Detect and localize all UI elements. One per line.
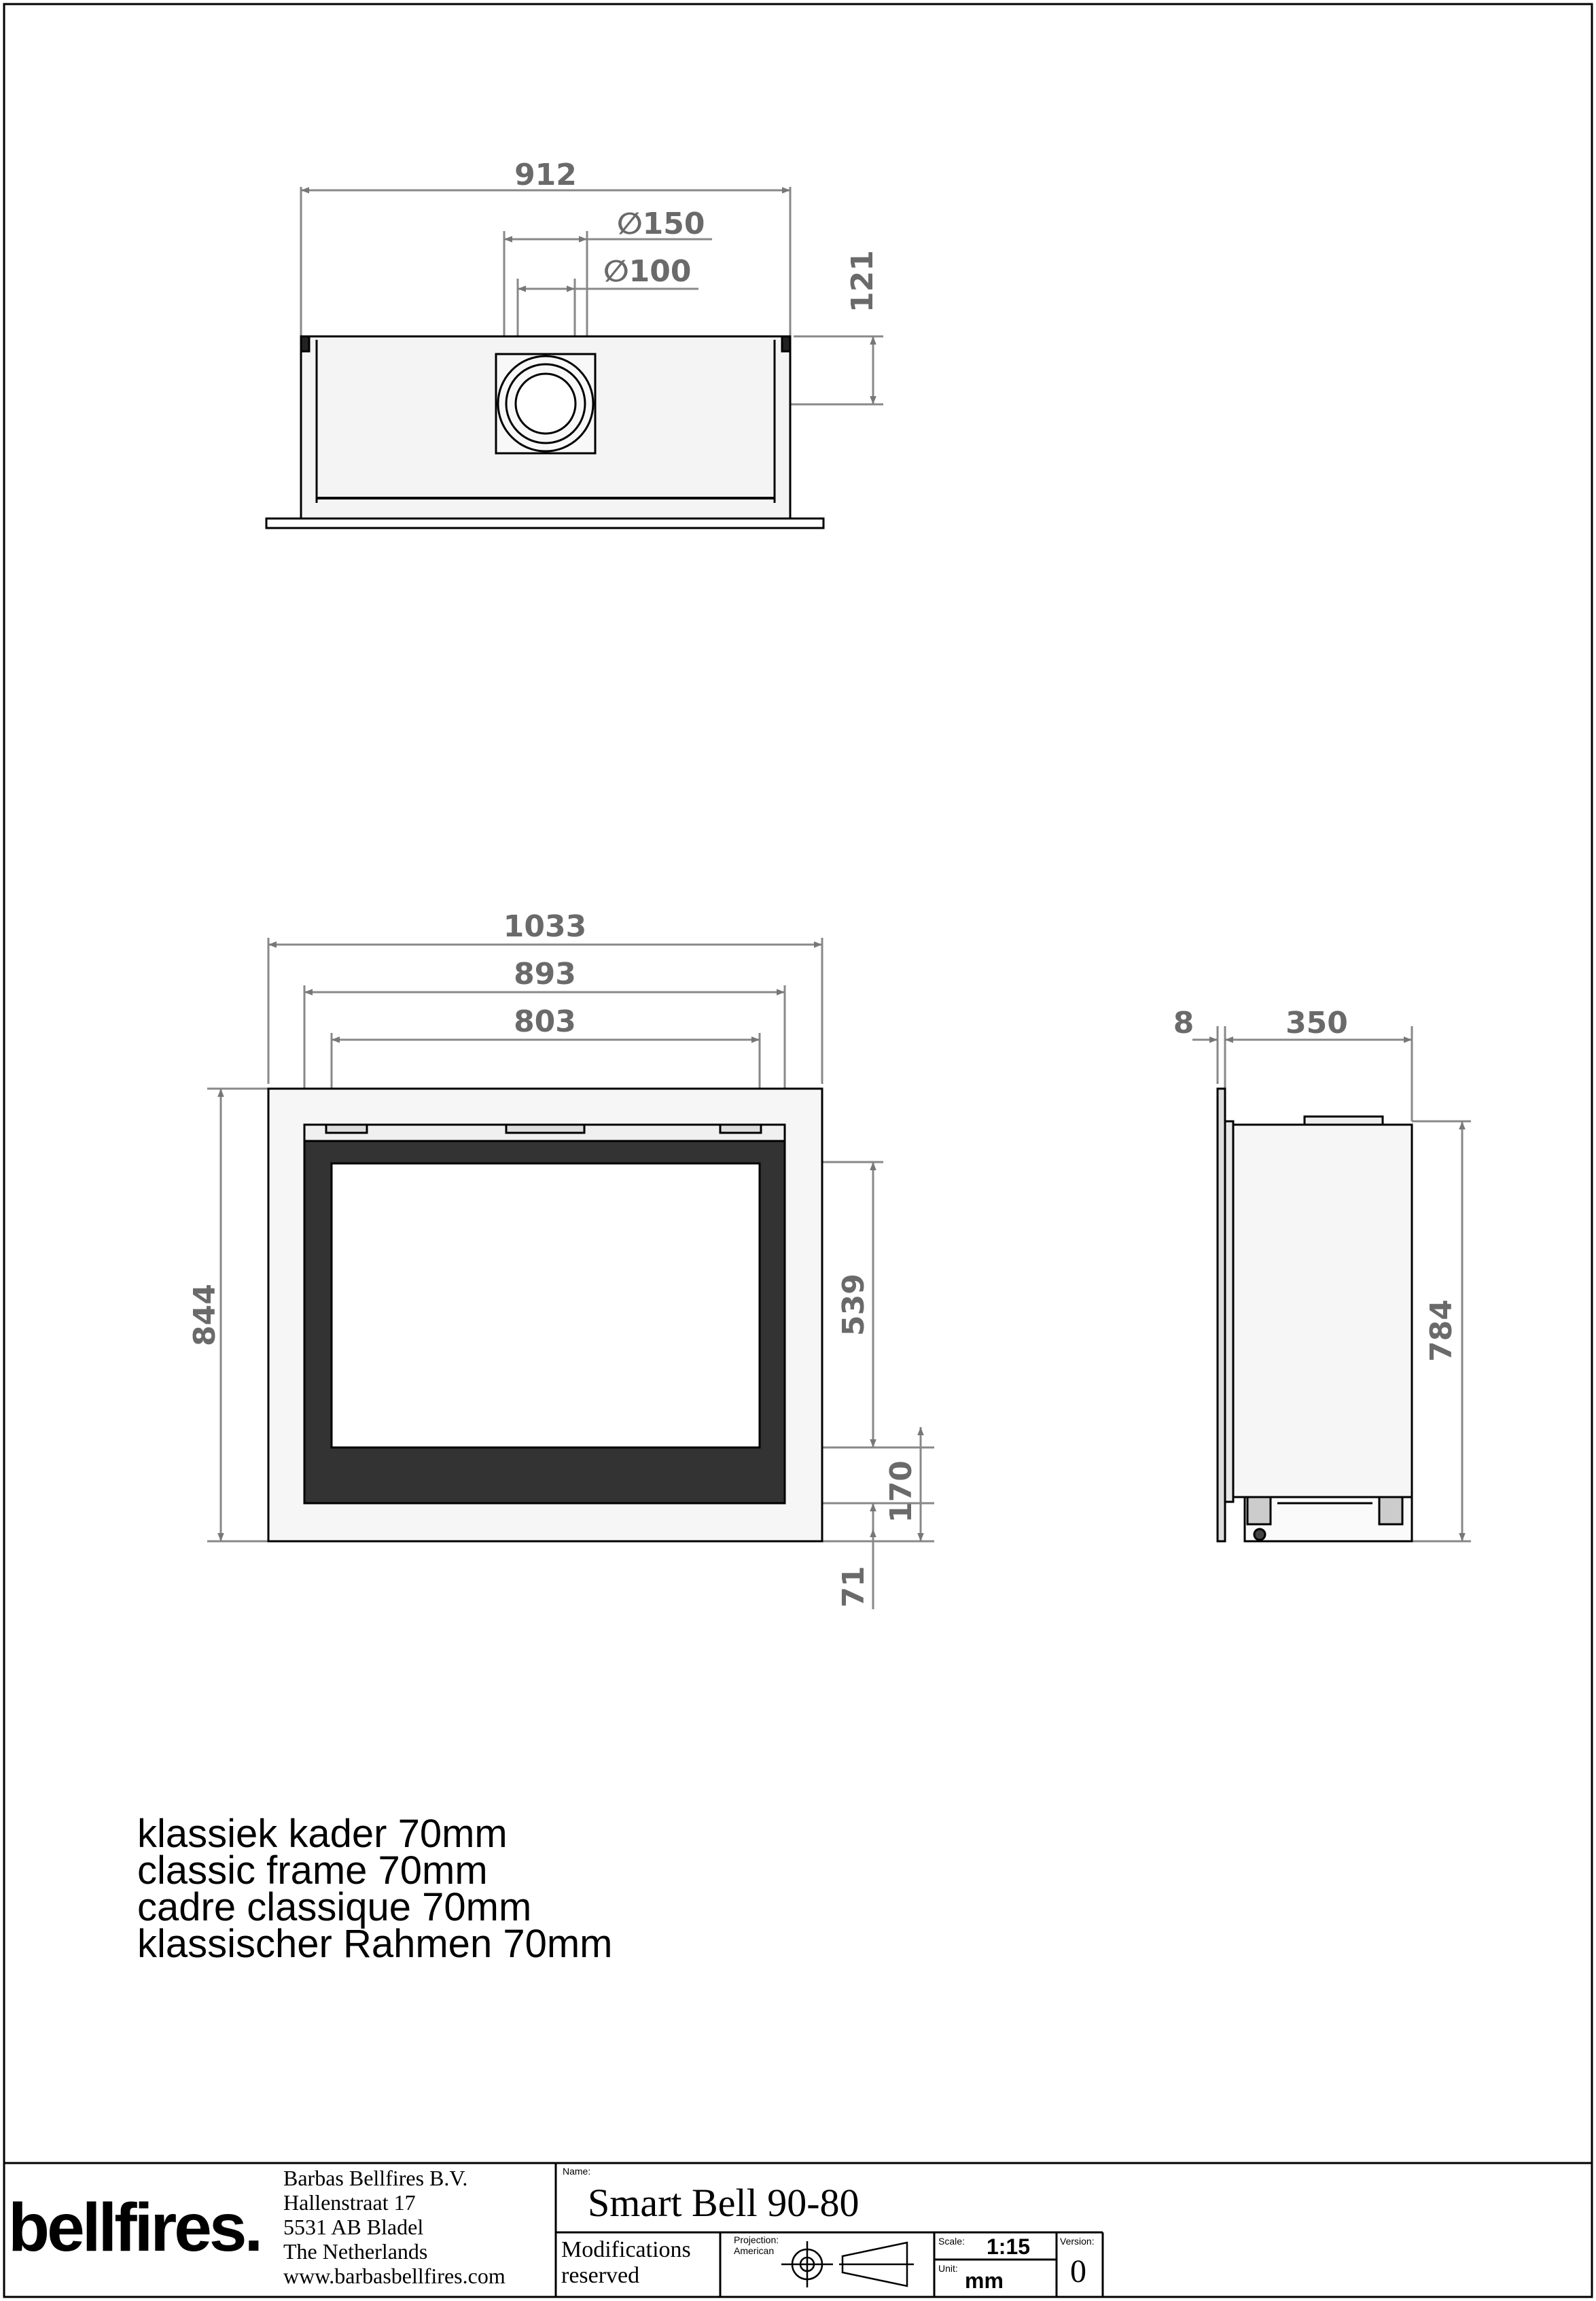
bottom-dim: 170 [884, 1460, 919, 1523]
modifications-line-1: Modifications [561, 2237, 691, 2262]
top-view-body [266, 336, 823, 528]
bellfires-logo: bellfires. [8, 2190, 261, 2266]
glass-height-dim: 539 [836, 1274, 871, 1336]
company-street: Hallenstraat 17 [283, 2190, 416, 2215]
side-body [1231, 1125, 1412, 1497]
company-name: Barbas Bellfires B.V. [283, 2166, 468, 2190]
scale-value: 1:15 [987, 2234, 1031, 2259]
note-line-en: classic frame 70mm [137, 1848, 488, 1893]
note-line-nl: klassiek kader 70mm [137, 1812, 508, 1856]
version-value: 0 [1070, 2253, 1086, 2289]
flue-inner-dim: ∅100 [603, 254, 692, 289]
version-label: Version: [1060, 2236, 1095, 2247]
note-line-fr: cadre classique 70mm [137, 1885, 532, 1929]
side-depth-dim: 350 [1285, 1006, 1348, 1040]
name-label: Name: [563, 2166, 591, 2177]
frame-thickness-dim: 8 [1173, 1006, 1194, 1040]
product-name: Smart Bell 90-80 [588, 2181, 859, 2225]
glass-width-dim: 803 [514, 1004, 576, 1039]
note-line-de: klassischer Rahmen 70mm [137, 1922, 613, 1966]
frame-width-dim: 1033 [503, 909, 587, 944]
front-view [188, 909, 934, 1609]
projection-symbol [781, 2241, 914, 2287]
modifications-line-2: reserved [561, 2263, 640, 2288]
side-height-dim: 784 [1424, 1299, 1459, 1362]
side-frame-plate [1218, 1089, 1225, 1541]
top-depth-dim: 121 [845, 250, 880, 313]
company-website: www.barbasbellfires.com [283, 2264, 506, 2288]
top-width-dim: 912 [514, 158, 577, 192]
side-view [1173, 1006, 1471, 1541]
frame-height-dim: 844 [188, 1284, 222, 1346]
company-country: The Netherlands [283, 2239, 428, 2264]
frame-note [137, 1812, 613, 1966]
unit-label: Unit: [938, 2263, 958, 2274]
base-dim: 71 [836, 1566, 871, 1608]
top-view [266, 158, 883, 528]
projection-label: Projection: [734, 2234, 779, 2245]
flue-outer-dim: ∅150 [617, 207, 705, 241]
body-width-dim: 893 [514, 957, 576, 991]
scale-label: Scale: [938, 2236, 965, 2247]
company-city: 5531 AB Bladel [283, 2215, 424, 2239]
projection-value: American [734, 2245, 775, 2256]
unit-value: mm [965, 2268, 1004, 2293]
glass-window [332, 1163, 760, 1447]
